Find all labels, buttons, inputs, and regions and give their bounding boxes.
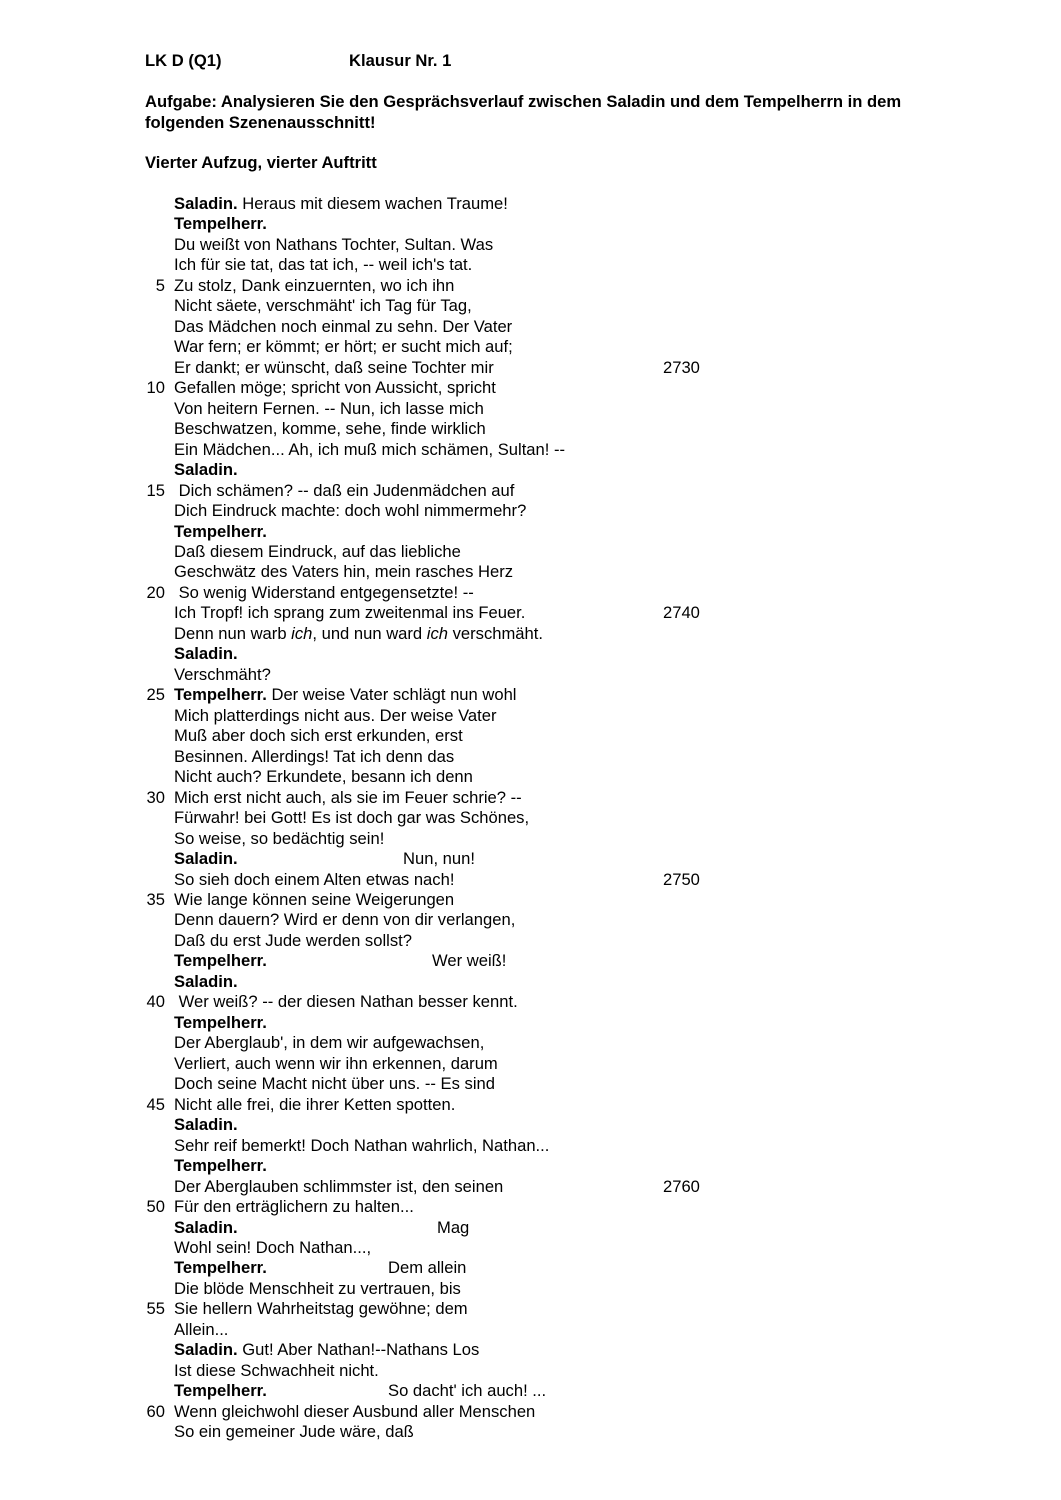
verse-text [174, 1074, 495, 1094]
verse-line [0, 1299, 1061, 1319]
verse-reference-number: 2740 [663, 603, 700, 623]
verse-segment: Verschmäht? [174, 664, 271, 684]
verse-segment: So weise, so bedächtig sein! [174, 828, 385, 848]
verse-line [0, 1136, 1061, 1156]
verse-line [0, 419, 1061, 439]
speaker-name: Saladin. [174, 849, 238, 869]
verse-line [0, 235, 1061, 255]
verse-segment: Zu stolz, Dank einzuernten, wo ich ihn [174, 275, 455, 295]
verse-text [174, 1279, 461, 1299]
verse-text [174, 501, 526, 521]
verse-text [174, 1422, 414, 1442]
verse-text [174, 542, 461, 562]
verse-line [0, 972, 1061, 992]
speaker-name: Tempelherr. [174, 1258, 267, 1278]
verse-continuation: Dem allein [388, 1258, 467, 1278]
verse-line [0, 542, 1061, 562]
verse-line [0, 481, 1061, 501]
speaker-name: Saladin. [174, 1217, 238, 1237]
speaker-name: Tempelherr. [174, 951, 267, 971]
verse-segment: Besinnen. Allerdings! Tat ich denn das [174, 746, 455, 766]
verse-text [174, 317, 512, 337]
speaker-name: Tempelherr. [174, 1156, 267, 1176]
speaker-name: Saladin. [174, 971, 238, 991]
verse-line [0, 1218, 1061, 1238]
verse-text [174, 788, 522, 808]
verse-segment: So ein gemeiner Jude wäre, daß [174, 1422, 414, 1442]
verse-line [0, 1422, 1061, 1442]
verse-text [174, 1197, 414, 1217]
verse-segment: Beschwatzen, komme, sehe, finde wirklich [174, 419, 486, 439]
verse-text [174, 583, 474, 603]
verse-line [0, 440, 1061, 460]
verse-text [174, 562, 513, 582]
verse-text [174, 665, 271, 685]
verse-segment: So sieh doch einem Alten etwas nach! [174, 869, 455, 889]
verse-segment: Der Aberglaub', in dem wir aufgewachsen, [174, 1033, 485, 1053]
verse-segment: Daß du erst Jude werden sollst? [174, 930, 412, 950]
verse-segment: Ich Tropf! ich sprang zum zweitenmal ins Feuer. [174, 603, 526, 623]
verse-line [0, 1033, 1061, 1053]
verse-line [0, 808, 1061, 828]
speaker-name: Tempelherr. [174, 214, 267, 234]
speaker-name: Saladin. [174, 644, 238, 664]
verse-line [0, 1279, 1061, 1299]
verse-line [0, 1197, 1061, 1217]
verse-segment: Die blöde Menschheit zu vertrauen, bis [174, 1278, 461, 1298]
verse-text [174, 399, 484, 419]
verse-text [174, 808, 529, 828]
verse-segment: Wer weiß? -- der diesen Nathan besser kennt. [174, 992, 518, 1012]
verse-segment: Mich erst nicht auch, als sie im Feuer schrie? -- [174, 787, 522, 807]
verse-segment: Wie lange können seine Weigerungen [174, 889, 455, 909]
verse-line [0, 870, 1061, 890]
verse-reference-number: 2760 [663, 1176, 700, 1196]
speaker-name: Tempelherr. [174, 1012, 267, 1032]
verse-continuation: Wer weiß! [432, 951, 507, 971]
verse-segment: Gut! Aber Nathan!--Nathans Los [237, 1340, 480, 1360]
verse-line [0, 1156, 1061, 1176]
verse-text [174, 1095, 455, 1115]
verse-text [174, 460, 238, 480]
verse-text [174, 1136, 549, 1156]
verse-line [0, 829, 1061, 849]
verse-text [174, 644, 238, 664]
verse-segment: Geschwätz des Vaters hin, mein rasches Herz [174, 562, 514, 582]
verse-segment: Sehr reif bemerkt! Doch Nathan wahrlich, Nathan... [174, 1135, 550, 1155]
verse-segment: Heraus mit diesem wachen Traume! [237, 194, 508, 213]
verse-line [0, 399, 1061, 419]
verse-segment: Denn nun warb [174, 623, 292, 643]
verse-segment: Ich für sie tat, das tat ich, -- weil ich's tat. [174, 255, 473, 275]
verse-text [174, 194, 508, 214]
verse-segment: Der Aberglauben schlimmster ist, den seinen [174, 1176, 504, 1196]
verse-text [174, 419, 486, 439]
verse-line [0, 1074, 1061, 1094]
verse-segment: Ist diese Schwachheit nicht. [174, 1360, 379, 1380]
verse-text [174, 726, 463, 746]
verse-segment: Nicht säete, verschmäht' ich Tag für Tag, [174, 296, 472, 316]
verse-line [0, 583, 1061, 603]
verse-line [0, 747, 1061, 767]
verse-continuation: Nun, nun! [403, 849, 475, 869]
line-number: 35 [146, 889, 165, 909]
line-number: 50 [146, 1197, 165, 1217]
verse-text [174, 1320, 228, 1340]
verse-text [174, 337, 513, 357]
verse-line [0, 501, 1061, 521]
verse-segment: Allein... [174, 1319, 229, 1339]
verse-text [174, 1299, 468, 1319]
verse-text [174, 829, 384, 849]
verse-line [0, 1340, 1061, 1360]
verse-continuation: So dacht' ich auch! ... [388, 1381, 547, 1401]
verse-line [0, 1320, 1061, 1340]
verse-text [174, 890, 454, 910]
verse-segment: Für den erträglichern zu halten... [174, 1197, 414, 1217]
verse-text [174, 972, 238, 992]
verse-line [0, 644, 1061, 664]
verse-line [0, 1115, 1061, 1135]
verse-line [0, 1095, 1061, 1115]
verse-text [174, 747, 454, 767]
verse-segment: Du weißt von Nathans Tochter, Sultan. Was [174, 234, 494, 254]
verse-text [174, 685, 517, 705]
verse-line [0, 931, 1061, 951]
verse-segment: verschmäht. [447, 623, 543, 643]
verse-text [174, 1115, 238, 1135]
verse-segment: Sie hellern Wahrheitstag gewöhne; dem [174, 1299, 468, 1319]
verse-segment: Nicht auch? Erkundete, besann ich denn [174, 767, 473, 787]
verse-segment: Wenn gleichwohl dieser Ausbund aller Menschen [174, 1401, 536, 1421]
verse-reference-number: 2750 [663, 869, 700, 889]
verse-text [174, 603, 525, 623]
verse-text [174, 870, 454, 890]
verse-text [174, 1361, 379, 1381]
verse-line [0, 337, 1061, 357]
speaker-name: Saladin. [174, 1115, 238, 1135]
verse-segment: Denn dauern? Wird er denn von dir verlangen, [174, 910, 516, 930]
verse-line [0, 1258, 1061, 1278]
emphasis: ich [291, 623, 313, 643]
verse-line [0, 214, 1061, 234]
verse-line [0, 358, 1061, 378]
verse-text [174, 255, 472, 275]
speaker-name: Tempelherr. [174, 1381, 267, 1401]
verse-line [0, 767, 1061, 787]
verse-text [174, 1033, 484, 1053]
course-label: LK D (Q1) [145, 51, 222, 70]
verse-text [174, 1402, 535, 1422]
verse-text [174, 951, 267, 971]
verse-text [174, 1054, 498, 1074]
verse-segment: , und nun ward [312, 623, 427, 643]
speaker-name: Tempelherr. [174, 685, 267, 705]
verse-line [0, 1013, 1061, 1033]
verse-text [174, 849, 238, 869]
verse-text [174, 214, 267, 234]
speaker-name: Tempelherr. [174, 521, 267, 541]
verse-line [0, 460, 1061, 480]
line-number: 10 [146, 378, 165, 398]
verse-line [0, 910, 1061, 930]
verse-line [0, 706, 1061, 726]
verse-text [174, 481, 514, 501]
verse-text [174, 1340, 479, 1360]
verse-segment: Daß diesem Eindruck, auf das liebliche [174, 541, 461, 561]
line-number: 20 [146, 582, 165, 602]
verse-segment: Nicht alle frei, die ihrer Ketten spotten. [174, 1094, 456, 1114]
verse-segment: Wohl sein! Doch Nathan..., [174, 1237, 372, 1257]
verse-reference-number: 2730 [663, 357, 700, 377]
verse-text [174, 276, 454, 296]
line-number: 30 [146, 787, 165, 807]
verse-segment: Das Mädchen noch einmal zu sehn. Der Vater [174, 316, 513, 336]
verse-text [174, 931, 412, 951]
verse-text [174, 706, 497, 726]
verse-text [174, 378, 496, 398]
verse-segment: So wenig Widerstand entgegensetzte! -- [174, 582, 474, 602]
verse-line [0, 1177, 1061, 1197]
verse-line [0, 788, 1061, 808]
verse-line [0, 624, 1061, 644]
verse-segment: Ein Mädchen... Ah, ich muß mich schämen, Sultan! -- [174, 439, 566, 459]
verse-line [0, 665, 1061, 685]
verse-line [0, 951, 1061, 971]
verse-line [0, 194, 1061, 214]
exam-label: Klausur Nr. 1 [349, 51, 452, 70]
verse-line [0, 992, 1061, 1012]
verse-line [0, 1361, 1061, 1381]
scene-heading: Vierter Aufzug, vierter Auftritt [145, 153, 377, 172]
speaker-name: Saladin. [174, 460, 238, 480]
speaker-name: Saladin. [174, 1340, 238, 1360]
verse-line [0, 1381, 1061, 1401]
verse-line [0, 603, 1061, 623]
verse-segment: Muß aber doch sich erst erkunden, erst [174, 726, 463, 746]
verse-text [174, 1381, 267, 1401]
verse-line [0, 276, 1061, 296]
verse-line [0, 1054, 1061, 1074]
verse-line [0, 685, 1061, 705]
verse-text [174, 440, 565, 460]
verse-line [0, 317, 1061, 337]
verse-text [174, 1177, 503, 1197]
line-number: 5 [155, 275, 165, 295]
verse-segment: War fern; er kömmt; er hört; er sucht mich auf; [174, 337, 513, 357]
verse-segment: Von heitern Fernen. -- Nun, ich lasse mich [174, 398, 484, 418]
verse-line [0, 849, 1061, 869]
line-number: 55 [146, 1299, 165, 1319]
verse-line [0, 1238, 1061, 1258]
verse-text [174, 910, 515, 930]
verse-text [174, 1218, 238, 1238]
verse-text [174, 624, 543, 644]
verse-segment: Gefallen möge; spricht von Aussicht, spricht [174, 378, 496, 398]
verse-segment: Verliert, auch wenn wir ihn erkennen, darum [174, 1053, 498, 1073]
verse-segment: Dich Eindruck machte: doch wohl nimmermehr? [174, 501, 527, 521]
verse-segment: Er dankt; er wünscht, daß seine Tochter mir [174, 357, 494, 377]
verse-text [174, 235, 493, 255]
verse-line [0, 890, 1061, 910]
verse-line [0, 255, 1061, 275]
verse-text [174, 992, 518, 1012]
verse-line [0, 562, 1061, 582]
verse-text [174, 358, 494, 378]
verse-text [174, 1238, 371, 1258]
verse-line [0, 1402, 1061, 1422]
verse-text [174, 1156, 267, 1176]
verse-text [174, 1013, 267, 1033]
line-number: 60 [146, 1401, 165, 1421]
verse-segment: Dich schämen? -- daß ein Judenmädchen auf [174, 480, 515, 500]
verse-line [0, 726, 1061, 746]
line-number: 25 [146, 685, 165, 705]
verse-segment: Mich platterdings nicht aus. Der weise Vater [174, 705, 497, 725]
verse-continuation: Mag [437, 1217, 470, 1237]
verse-text [174, 767, 473, 787]
verse-segment: Doch seine Macht nicht über uns. -- Es sind [174, 1074, 495, 1094]
task-text: Aufgabe: Analysieren Sie den Gesprächsverlauf zwischen Saladin und dem Tempelherrn in dem folgenden Szenenausschnitt! [145, 92, 902, 132]
verse-segment: Fürwahr! bei Gott! Es ist doch gar was Schönes, [174, 808, 530, 828]
emphasis: ich [426, 623, 448, 643]
line-number: 45 [146, 1094, 165, 1114]
verse-text [174, 296, 472, 316]
verse-line [0, 296, 1061, 316]
line-number: 40 [146, 992, 165, 1012]
speaker-name: Saladin. [174, 194, 238, 213]
verse-text [174, 1258, 267, 1278]
verse-segment: Der weise Vater schlägt nun wohl [266, 685, 517, 705]
verse-text [174, 522, 267, 542]
verse-line [0, 378, 1061, 398]
line-number: 15 [146, 480, 165, 500]
verse-line [0, 522, 1061, 542]
